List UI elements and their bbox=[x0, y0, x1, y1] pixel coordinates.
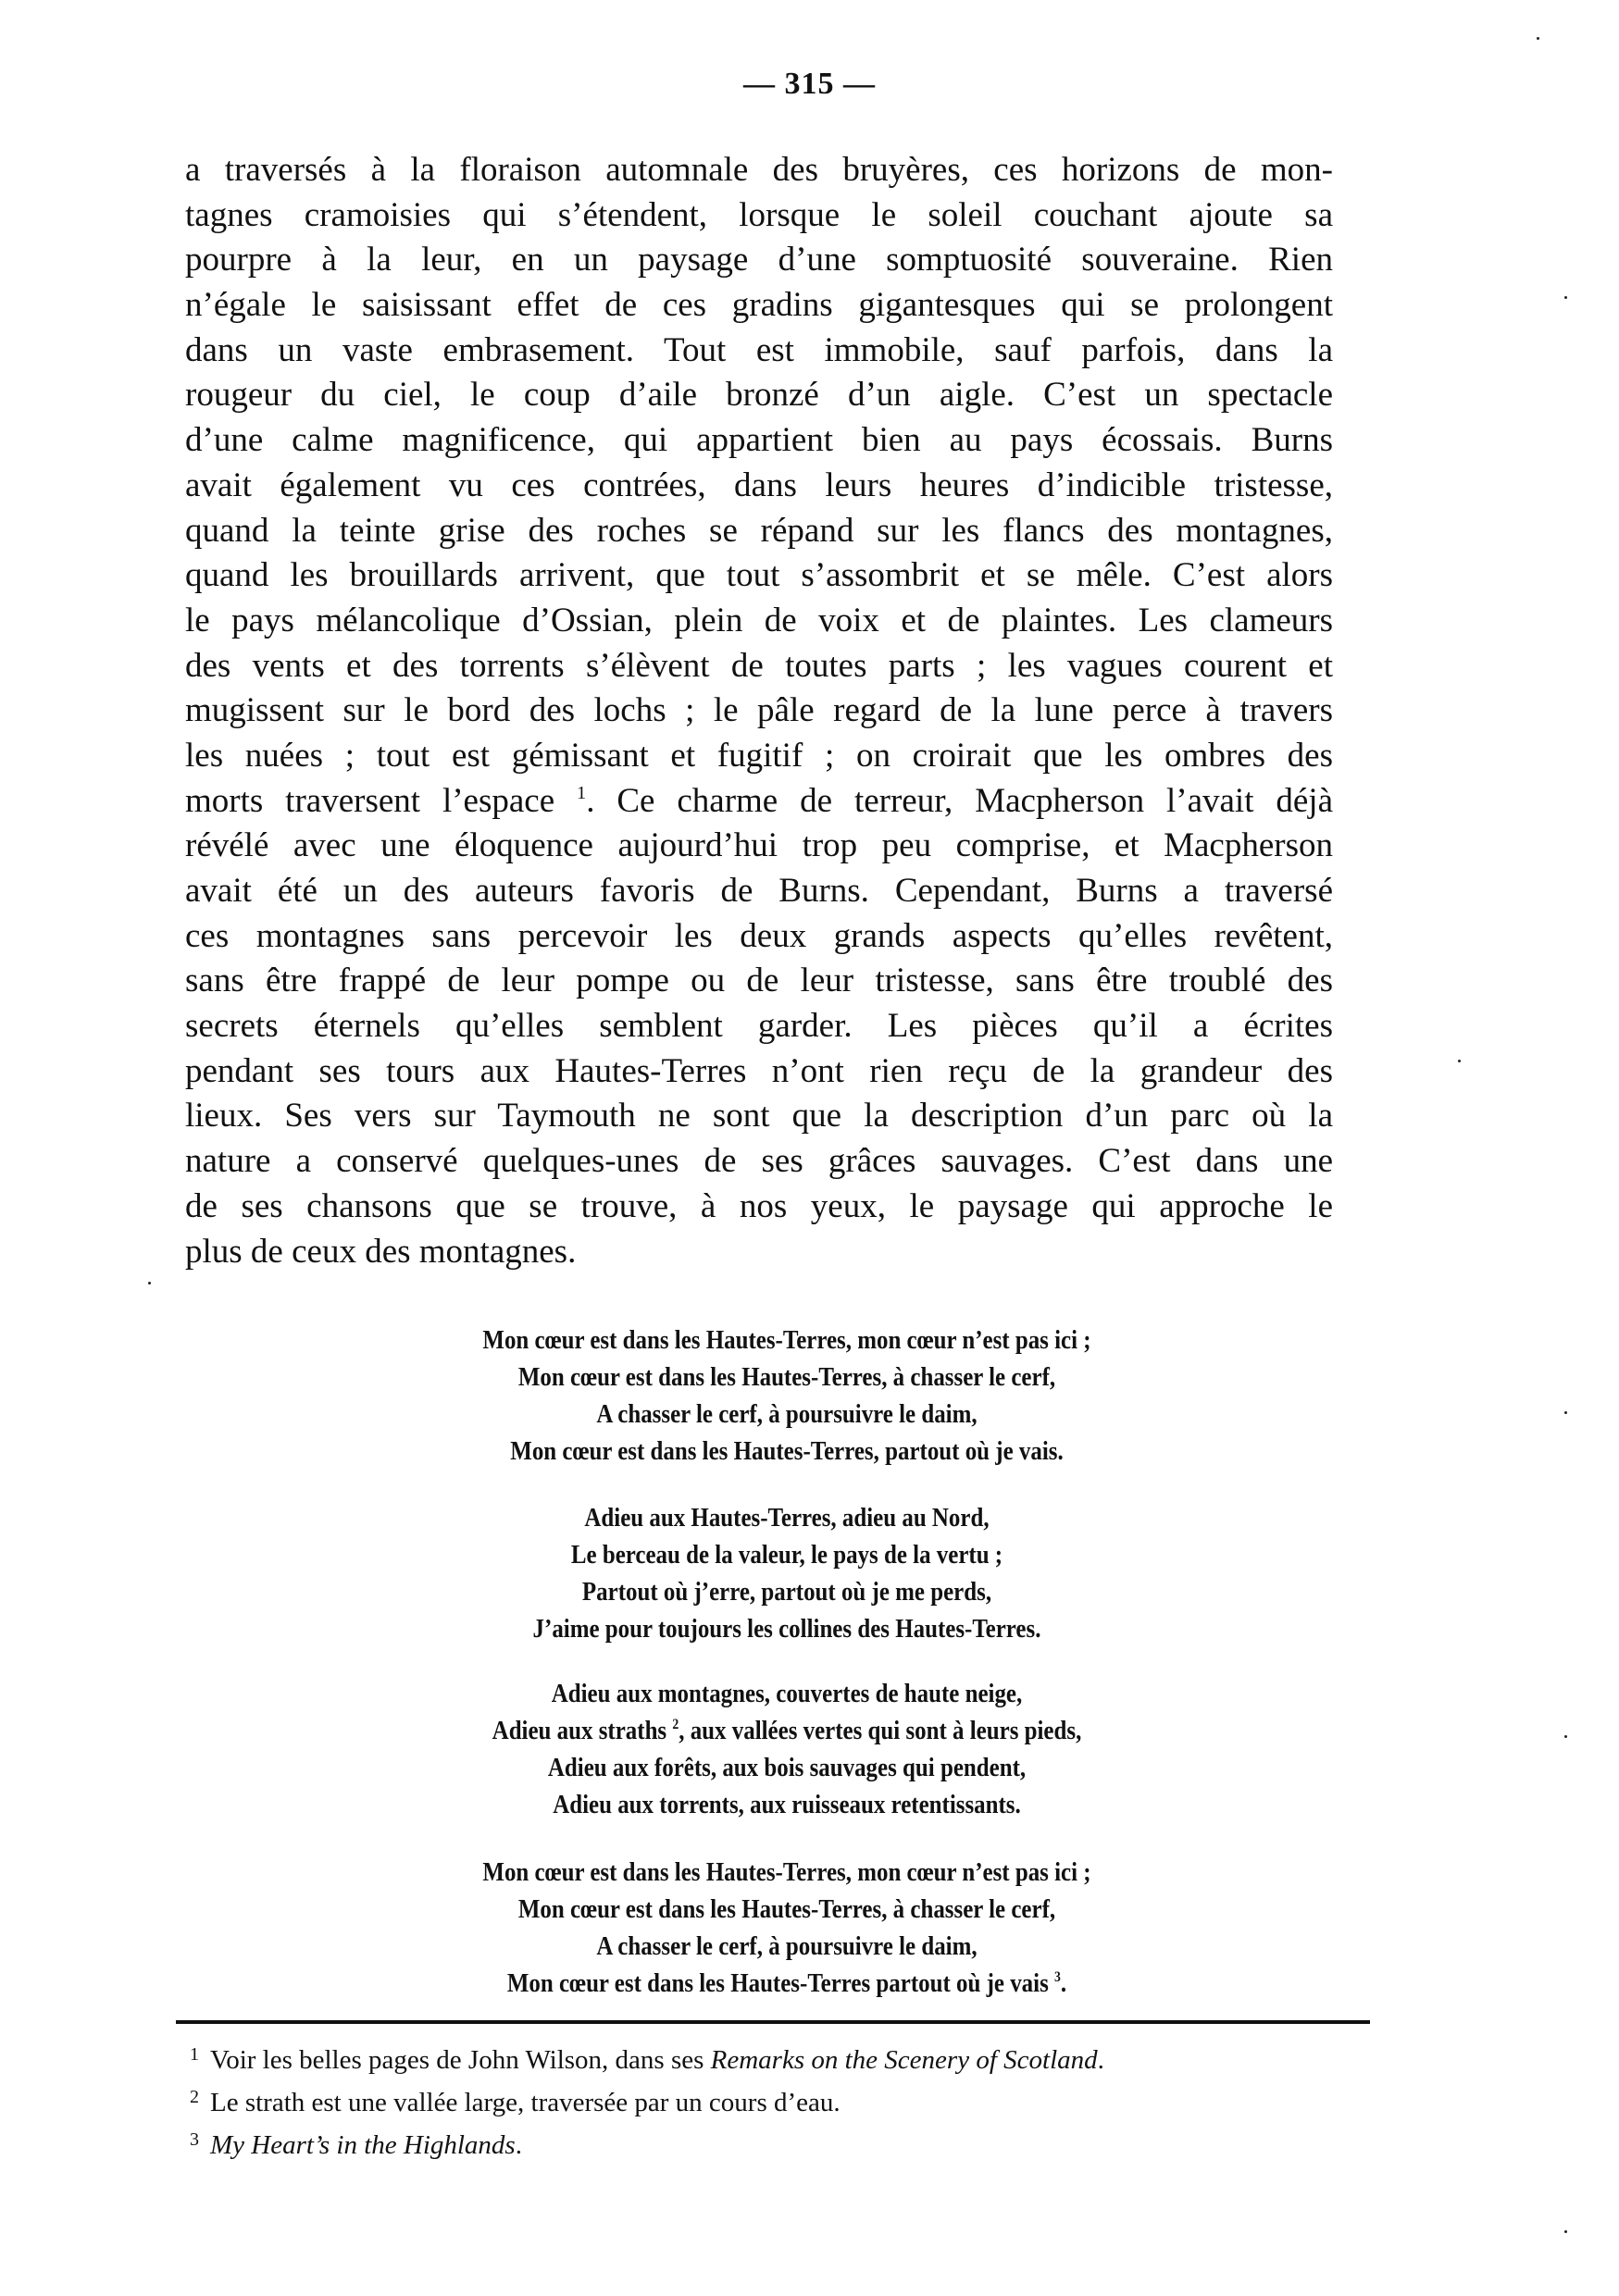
body-paragraph bbox=[185, 148, 1333, 1274]
verse-stanza-4 bbox=[349, 1854, 1225, 2002]
text-line: avait été un des auteurs favoris de Burns. Cependant, Burns a traversé bbox=[185, 872, 1333, 910]
text-line: avait également vu ces contrées, dans leurs heures d’indicible tristesse, bbox=[185, 465, 1333, 504]
scan-speck bbox=[1564, 2230, 1567, 2233]
text-line: sans être frappé de leur pompe ou de leur tristesse, sans être troublé des bbox=[185, 962, 1333, 1000]
footnote-tail: . bbox=[1097, 2045, 1104, 2075]
text-line: n’égale le saisissant effet de ces gradins gigantesques qui se prolongent bbox=[185, 286, 1333, 325]
scan-speck bbox=[1537, 37, 1539, 40]
text-line: pendant ses tours aux Hautes-Terres n’ont rien reçu de la grandeur des bbox=[185, 1051, 1333, 1090]
scan-speck bbox=[1564, 1735, 1567, 1738]
footnote-text: Le strath est une vallée large, traversée par un cours d’eau. bbox=[210, 2088, 841, 2117]
footnote-number: 2 bbox=[190, 2087, 199, 2107]
text-line: de ses chansons que se trouve, à nos yeux, le paysage qui approche le bbox=[185, 1186, 1333, 1225]
footnote-ref-3[interactable]: 3 bbox=[1054, 1968, 1061, 1985]
scan-speck bbox=[1564, 296, 1567, 299]
verse-line: A chasser le cerf, à poursuivre le daim, bbox=[596, 1399, 978, 1429]
verse-line: Mon cœur est dans les Hautes-Terres, à chasser le cerf, bbox=[517, 1894, 1056, 1924]
text-line: a traversés à la floraison automnale des bruyères, ces horizons de mon- bbox=[185, 151, 1333, 189]
text-line: le pays mélancolique d’Ossian, plein de voix et de plaintes. Les clameurs bbox=[185, 601, 1333, 639]
verse-line: Mon cœur est dans les Hautes-Terres, à chasser le cerf, bbox=[517, 1362, 1056, 1392]
verse-line: Le berceau de la valeur, le pays de la vertu ; bbox=[570, 1540, 1003, 1570]
text-line: nature a conservé quelques-unes de ses grâces sauvages. C’est dans une bbox=[185, 1142, 1333, 1181]
footnote-ref-1[interactable]: 1 bbox=[577, 782, 587, 803]
footnotes bbox=[190, 2036, 1393, 2164]
verse-line: Mon cœur est dans les Hautes-Terres, mon cœur n’est pas ici ; bbox=[482, 1857, 1091, 1887]
verse-line-with-note bbox=[349, 1712, 1225, 1749]
text-fragment: . bbox=[1060, 1968, 1067, 1998]
text-line: tagnes cramoisies qui s’étendent, lorsque le soleil couchant ajoute sa bbox=[185, 195, 1333, 234]
text-fragment: , aux vallées vertes qui sont à leurs pieds, bbox=[679, 1716, 1082, 1745]
text-line: ces montagnes sans percevoir les deux grands aspects qu’elles revêtent, bbox=[185, 916, 1333, 955]
footnote-number: 3 bbox=[190, 2129, 199, 2150]
scan-speck bbox=[1564, 1411, 1567, 1414]
text-line: plus de ceux des montagnes. bbox=[185, 1232, 577, 1271]
text-fragment: Adieu aux straths bbox=[492, 1716, 667, 1745]
verse-line-with-note bbox=[349, 1965, 1225, 2002]
text-line: pourpre à la leur, en un paysage d’une somptuosité souveraine. Rien bbox=[185, 241, 1333, 279]
footnote-text: Voir les belles pages de John Wilson, dans ses bbox=[210, 2045, 711, 2075]
text-fragment: morts traversent l’espace bbox=[185, 781, 555, 820]
verse-line: J’aime pour toujours les collines des Hautes-Terres. bbox=[532, 1614, 1041, 1644]
text-fragment: . Ce charme de terreur, Macpherson l’avait déjà bbox=[586, 781, 1334, 820]
footnote-2 bbox=[190, 2079, 1393, 2121]
footnote-divider bbox=[176, 2020, 1370, 2024]
verse-line: Mon cœur est dans les Hautes-Terres, partout où je vais. bbox=[510, 1436, 1064, 1466]
text-line: lieux. Ses vers sur Taymouth ne sont que la description d’un parc où la bbox=[185, 1097, 1333, 1136]
text-fragment: Mon cœur est dans les Hautes-Terres partout où je vais bbox=[506, 1968, 1049, 1998]
text-line: quand les brouillards arrivent, que tout s’assombrit et se mêle. C’est alors bbox=[185, 556, 1333, 595]
verse-line: Partout où j’erre, partout où je me perds, bbox=[581, 1577, 992, 1607]
footnote-ref-2[interactable]: 2 bbox=[672, 1716, 679, 1732]
page-number: — 315 — bbox=[743, 67, 876, 101]
scan-speck bbox=[148, 1282, 151, 1285]
text-line: d’une calme magnificence, qui appartient bien au pays écossais. Burns bbox=[185, 421, 1333, 460]
verse-line: Adieu aux Hautes-Terres, adieu au Nord, bbox=[584, 1503, 990, 1533]
verse-line: A chasser le cerf, à poursuivre le daim, bbox=[596, 1931, 978, 1961]
footnote-tail: . bbox=[515, 2130, 522, 2160]
verse-line: Adieu aux torrents, aux ruisseaux retentissants. bbox=[553, 1790, 1021, 1819]
verse-stanza-1 bbox=[349, 1322, 1225, 1470]
text-line: dans un vaste embrasement. Tout est immobile, sauf parfois, dans la bbox=[185, 330, 1333, 369]
verse-stanza-2 bbox=[349, 1499, 1225, 1647]
text-line: secrets éternels qu’elles semblent garder. Les pièces qu’il a écrites bbox=[185, 1007, 1333, 1046]
text-line: mugissent sur le bord des lochs ; le pâle regard de la lune perce à travers bbox=[185, 691, 1333, 730]
footnote-number: 1 bbox=[190, 2044, 199, 2065]
text-line: rougeur du ciel, le coup d’aile bronzé d’un aigle. C’est un spectacle bbox=[185, 376, 1333, 415]
verse-stanza-3 bbox=[349, 1675, 1225, 1823]
footnote-3 bbox=[190, 2121, 1393, 2164]
text-line: les nuées ; tout est gémissant et fugitif ; on croirait que les ombres des bbox=[185, 736, 1333, 775]
text-line: des vents et des torrents s’élèvent de toutes parts ; les vagues courent et bbox=[185, 646, 1333, 685]
footnote-title: Remarks on the Scenery of Scotland bbox=[710, 2045, 1098, 2075]
verse-line: Adieu aux forêts, aux bois sauvages qui pendent, bbox=[547, 1753, 1027, 1782]
footnote-1 bbox=[190, 2036, 1393, 2079]
scan-speck bbox=[1458, 1060, 1461, 1062]
verse-line: Mon cœur est dans les Hautes-Terres, mon cœur n’est pas ici ; bbox=[482, 1325, 1091, 1355]
footnote-title: My Heart’s in the Highlands bbox=[210, 2130, 516, 2160]
text-line: révélé avec une éloquence aujourd’hui trop peu comprise, et Macpherson bbox=[185, 826, 1333, 865]
verse-line: Adieu aux montagnes, couvertes de haute neige, bbox=[551, 1679, 1023, 1708]
text-line-with-note bbox=[185, 779, 1333, 825]
text-line: quand la teinte grise des roches se répand sur les flancs des montagnes, bbox=[185, 511, 1333, 550]
